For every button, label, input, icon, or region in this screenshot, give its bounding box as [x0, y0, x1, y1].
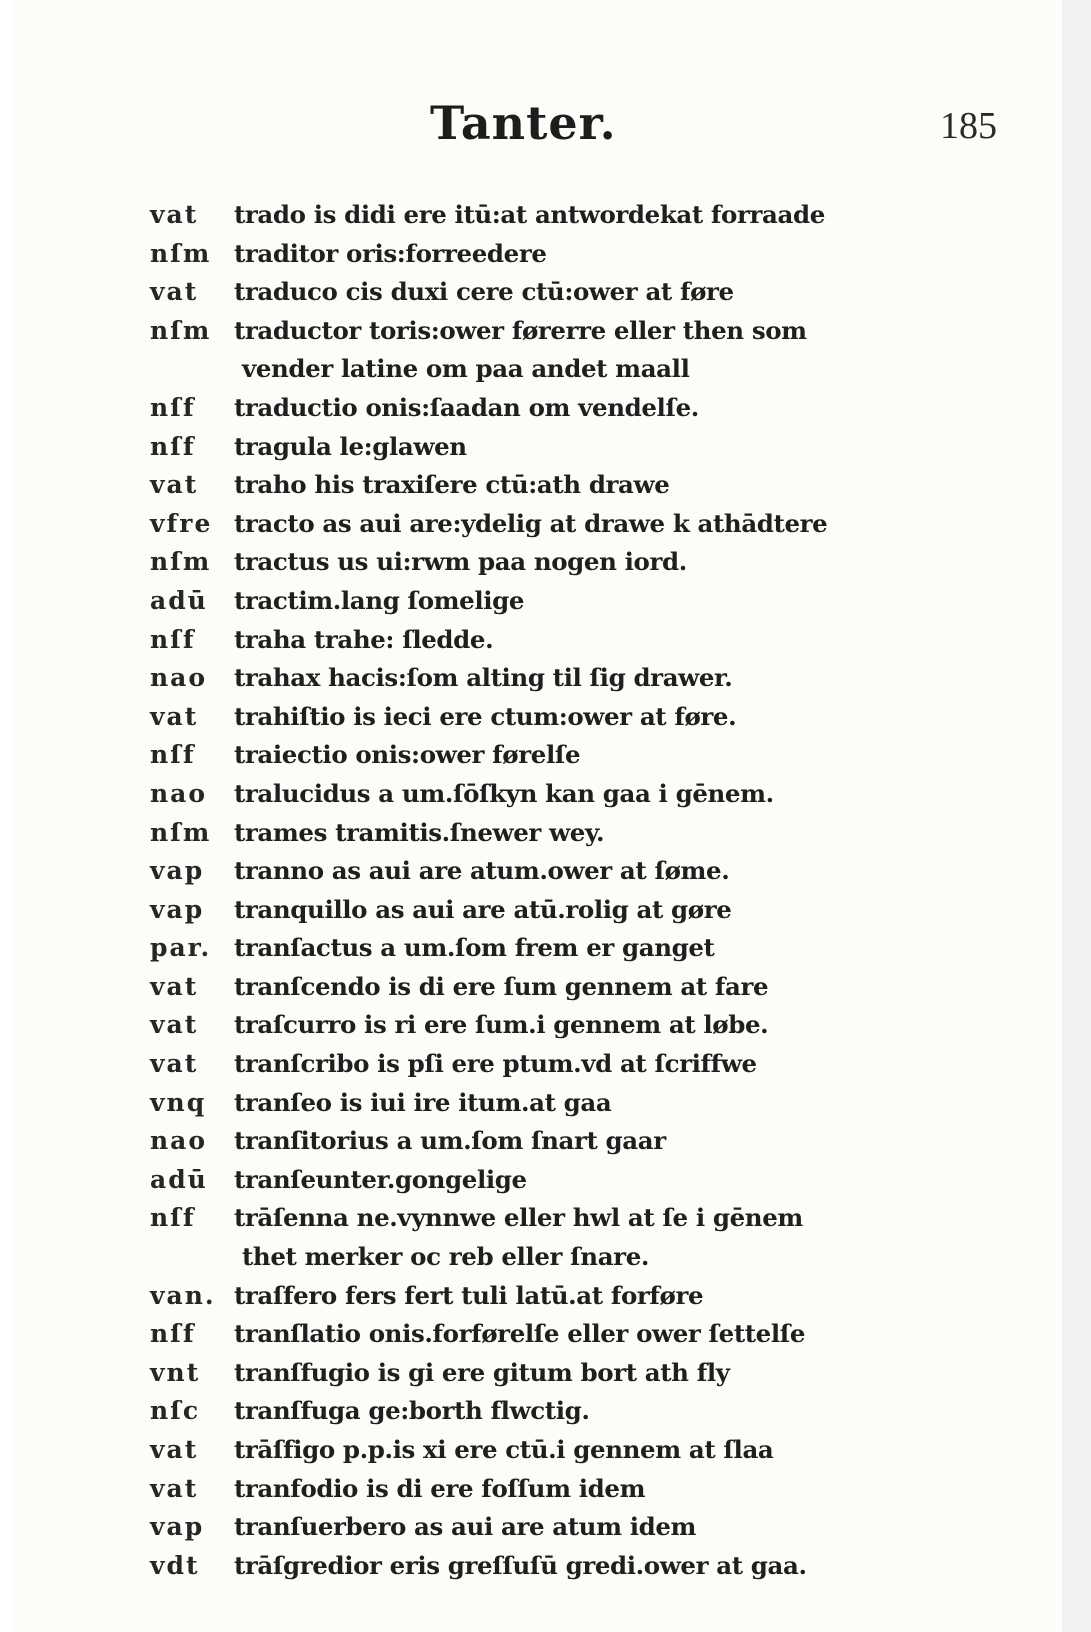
grammar-abbreviation: nſf [150, 431, 196, 461]
grammar-abbreviation: nſf [150, 1203, 196, 1233]
entry-text: trāſenna ne.vynnwe eller hwl at ſe i gēnem [234, 1203, 803, 1233]
grammar-abbreviation: adū [150, 585, 208, 615]
dictionary-entry [150, 1006, 910, 1045]
dictionary-entry [150, 929, 910, 968]
entry-text: tragula le:glawen [234, 431, 467, 461]
scan-margin-right [1062, 0, 1091, 1632]
grammar-abbreviation: adū [150, 1164, 208, 1194]
grammar-abbreviation: vat [150, 1473, 199, 1503]
grammar-abbreviation: vat [150, 1435, 199, 1464]
entry-text: tranſcendo is di ere ſum gennem at fare [234, 971, 769, 1001]
entry-text: tranquillo as aui are atū.rolig at gøre [234, 894, 732, 924]
book-page [12, 0, 1062, 1632]
running-head: Tanter. [430, 96, 617, 150]
dictionary-entry [150, 1508, 910, 1547]
grammar-abbreviation: nſm [150, 817, 212, 847]
dictionary-entry [150, 1354, 910, 1393]
dictionary-entry [150, 196, 910, 235]
grammar-abbreviation: nſf [150, 1319, 196, 1349]
entry-text: traha trahe: ſledde. [234, 624, 494, 654]
entry-text: tracto as aui are:ydelig at drawe k athādtere [234, 508, 828, 538]
entry-text: tranſeunter.gongelige [234, 1164, 527, 1194]
dictionary-entry [150, 582, 910, 621]
dictionary-entry [150, 1470, 910, 1509]
grammar-abbreviation: vnq [150, 1087, 207, 1117]
grammar-abbreviation: vfre [150, 508, 213, 538]
entry-text: tranſfugio is gi ere gitum bort ath fly [234, 1357, 730, 1387]
dictionary-entry [150, 1392, 910, 1431]
grammar-abbreviation: nſf [150, 392, 196, 422]
grammar-abbreviation: vap [150, 1512, 205, 1542]
entry-text: tralucidus a um.ſōſkyn kan gaa i gēnem. [234, 778, 774, 808]
entry-continuation-line [150, 350, 910, 389]
grammar-abbreviation: nao [150, 1126, 208, 1156]
grammar-abbreviation: vat [150, 1049, 199, 1079]
dictionary-entry [150, 814, 910, 853]
dictionary-entry [150, 621, 910, 660]
entry-text: traditor oris:forreedere [234, 238, 547, 268]
entry-text: trahax hacis:ſom alting til ſig drawer. [234, 663, 733, 693]
grammar-abbreviation: vap [150, 856, 205, 886]
dictionary-entry [150, 1122, 910, 1161]
grammar-abbreviation: nſm [150, 315, 212, 345]
entry-text: tranſitorius a um.ſom ſnart gaar [234, 1126, 666, 1156]
grammar-abbreviation: vat [150, 1010, 199, 1040]
entry-text: trahiſtio is ieci ere ctum:ower at føre. [234, 701, 737, 731]
entry-continuation-line [150, 1238, 910, 1277]
entry-text: traduco cis duxi cere ctū:ower at føre [234, 277, 734, 307]
dictionary-entry [150, 1277, 910, 1316]
dictionary-entry [150, 312, 910, 351]
entry-text: trado is didi ere itū:at antwordekat forraade [234, 200, 825, 229]
dictionary-entry [150, 428, 910, 467]
dictionary-entry [150, 505, 910, 544]
dictionary-entry [150, 466, 910, 505]
entry-text: traſcurro is ri ere ſum.i gennem at løbe. [234, 1010, 769, 1040]
entry-text: tranſuerbero as aui are atum idem [234, 1512, 697, 1542]
entry-text: tractim.lang ſomelige [234, 585, 525, 615]
entry-text: tranſlatio onis.forførelſe eller ower ſettelſe [234, 1319, 806, 1349]
entry-text: tractus us ui:rwm paa nogen iord. [234, 547, 687, 577]
grammar-abbreviation: nao [150, 778, 208, 808]
grammar-abbreviation: par. [150, 933, 212, 963]
dictionary-entry [150, 389, 910, 428]
dictionary-entry [150, 698, 910, 737]
entry-text: tranſfuga ge:borth flwctig. [234, 1396, 590, 1426]
dictionary-entry [150, 968, 910, 1007]
grammar-abbreviation: vnt [150, 1357, 201, 1387]
grammar-abbreviation: nſc [150, 1396, 201, 1426]
entry-text: tranno as aui are atum.ower at ſøme. [234, 856, 730, 886]
dictionary-entry [150, 1315, 910, 1354]
dictionary-entry [150, 1431, 910, 1470]
grammar-abbreviation: nſm [150, 238, 212, 268]
entry-text: trames tramitis.ſnewer wey. [234, 817, 605, 847]
grammar-abbreviation: vap [150, 894, 205, 924]
entry-text: thet merker oc reb eller ſnare. [242, 1242, 650, 1272]
grammar-abbreviation: vat [150, 470, 199, 500]
grammar-abbreviation: vat [150, 277, 199, 307]
grammar-abbreviation: vat [150, 971, 199, 1001]
dictionary-entry [150, 736, 910, 775]
entry-text: traductio onis:ſaadan om vendelſe. [234, 392, 699, 422]
entry-text: tranfodio is di ere foſſum idem [234, 1473, 646, 1503]
grammar-abbreviation: vdt [150, 1550, 200, 1580]
dictionary-entry [150, 1161, 910, 1200]
dictionary-entry [150, 273, 910, 312]
entry-text: trāſgredior eris greſſuſū gredi.ower at gaa. [234, 1550, 807, 1580]
dictionary-entries [150, 196, 910, 1585]
entry-text: vender latine om paa andet maall [242, 354, 690, 384]
dictionary-entry [150, 235, 910, 274]
dictionary-entry [150, 1547, 910, 1586]
dictionary-entry [150, 543, 910, 582]
dictionary-entry [150, 891, 910, 930]
entry-text: traho his traxiſere ctū:ath drawe [234, 470, 670, 500]
grammar-abbreviation: nao [150, 663, 208, 693]
grammar-abbreviation: vat [150, 200, 199, 229]
entry-text: tranſcribo is pſi ere ptum.vd at ſcriffwe [234, 1049, 757, 1079]
entry-text: trāſfigo p.p.is xi ere ctū.i gennem at ſlaa [234, 1435, 774, 1464]
page-number: 185 [940, 105, 997, 147]
dictionary-entry [150, 1084, 910, 1123]
grammar-abbreviation: van. [150, 1280, 216, 1310]
entry-text: traiectio onis:ower førelſe [234, 740, 581, 770]
entry-text: tranſactus a um.ſom frem er ganget [234, 933, 715, 963]
grammar-abbreviation: nſm [150, 547, 212, 577]
grammar-abbreviation: nſf [150, 624, 196, 654]
dictionary-entry [150, 1045, 910, 1084]
dictionary-entry [150, 775, 910, 814]
scan-margin-left [0, 0, 12, 1632]
dictionary-entry [150, 1199, 910, 1238]
entry-text: traductor toris:ower førerre eller then som [234, 315, 807, 345]
dictionary-entry [150, 659, 910, 698]
entry-text: tranſeo is iui ire itum.at gaa [234, 1087, 612, 1117]
grammar-abbreviation: nſf [150, 740, 196, 770]
dictionary-entry [150, 852, 910, 891]
grammar-abbreviation: vat [150, 701, 199, 731]
entry-text: traſfero fers fert tuli latū.at forføre [234, 1280, 704, 1310]
